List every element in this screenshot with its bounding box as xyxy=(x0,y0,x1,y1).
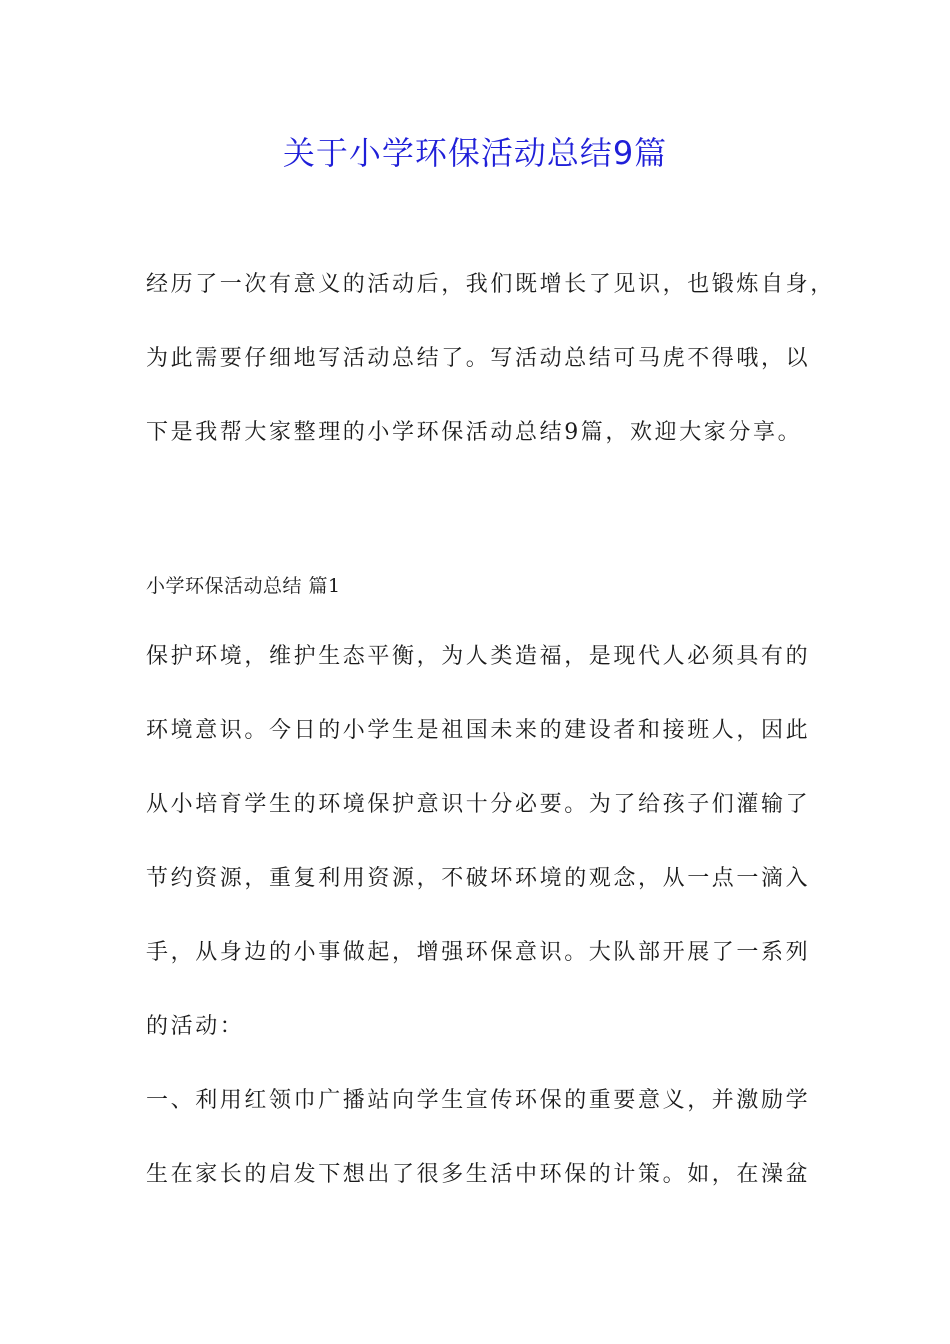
intro-line: 为此需要仔细地写活动总结了。写活动总结可马虎不得哦，以 xyxy=(146,346,811,371)
intro-paragraph xyxy=(146,248,835,470)
content-line: 环境意识。今日的小学生是祖国未来的建设者和接班人，因此 xyxy=(146,718,811,743)
content-line: 生在家长的启发下想出了很多生活中环保的计策。如，在澡盆 xyxy=(146,1162,811,1187)
section-content xyxy=(146,620,826,1212)
intro-line: 经历了一次有意义的活动后，我们既增长了见识，也锻炼自身， xyxy=(146,272,835,297)
content-line: 从小培育学生的环境保护意识十分必要。为了给孩子们灌输了 xyxy=(146,792,811,817)
content-line: 保护环境，维护生态平衡，为人类造福，是现代人必须具有的 xyxy=(146,644,811,669)
content-line: 手，从身边的小事做起，增强环保意识。大队部开展了一系列 xyxy=(146,940,811,965)
content-line: 节约资源，重复利用资源，不破坏环境的观念，从一点一滴入 xyxy=(146,866,811,891)
section-heading: 小学环保活动总结 篇1 xyxy=(146,575,341,597)
content-line: 的活动： xyxy=(146,1014,245,1039)
content-line: 一、利用红领巾广播站向学生宣传环保的重要意义，并激励学 xyxy=(146,1088,811,1113)
intro-line: 下是我帮大家整理的小学环保活动总结9篇，欢迎大家分享。 xyxy=(146,420,803,445)
document-title: 关于小学环保活动总结9篇 xyxy=(282,134,668,172)
